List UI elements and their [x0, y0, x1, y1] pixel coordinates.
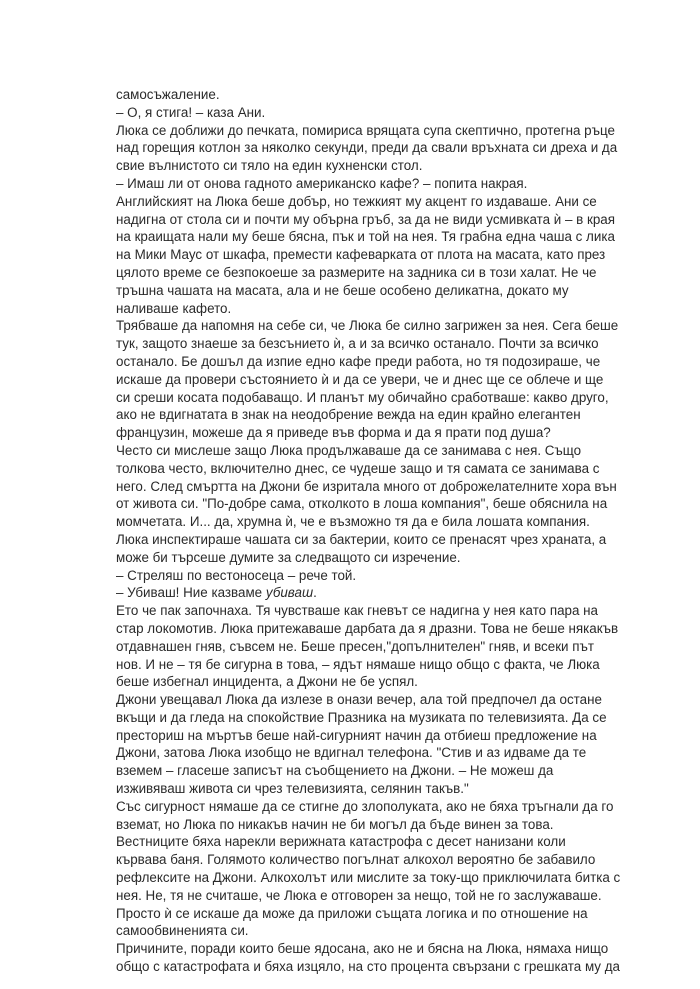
text-line: вземем – гласеше записът на съобщението на Джони. – Не можеш да	[116, 763, 554, 779]
text-line: може би търсеше думите за следващото си изречение.	[116, 549, 461, 565]
text-line: толкова често, включително днес, се чудеше защо и тя самата се занимава с	[116, 460, 600, 476]
text-line: – Стреляш по вестоносеца – рече той.	[116, 567, 357, 583]
text-line: Люка инспектираше чашата си за бактерии, които се пренасят чрез храната, а	[116, 531, 607, 547]
text-line: французин, можеше да я приведе във форма и да я прати под душа?	[116, 425, 551, 441]
text-line: вземат, но Люка по никакъв начин не би могъл да бъде винен за това.	[116, 816, 554, 832]
text-line: останало. Бе дошъл да изпие едно кафе преди работа, но тя подозираше, че	[116, 353, 601, 369]
text-line: него. След смъртта на Джони бе изритала много от доброжелателните хора вън	[116, 478, 617, 494]
text-line-with-italic	[116, 584, 596, 602]
italic-word: убиваш	[265, 585, 314, 601]
text-line: над горещия котлон за няколко секунди, преди да свали връхната си дреха и да	[116, 140, 618, 156]
text-line: тръшна чашата на масата, ала и не беше особено деликатна, докато му	[116, 282, 569, 298]
text-fragment: .	[313, 585, 317, 601]
text-line: Трябваше да напомня на себе си, че Люка бе силно загрижен за нея. Сега беше	[116, 318, 619, 334]
text-line: на краищата нали му беше бясна, пък и той на нея. Тя грабна една чаша с лика	[116, 229, 615, 245]
text-line: Вестниците бяха нарекли верижната катастрофа с десет нанизани коли	[116, 834, 566, 850]
text-line: надигна от стола си и почти му обърна гръб, за да не види усмивката ѝ – в края	[116, 211, 616, 227]
text-fragment: – Убиваш! Ние казваме	[116, 585, 266, 601]
text-line: Просто ѝ се искаше да може да приложи същата логика и по отношение на	[116, 905, 588, 921]
text-line: тук, защото знаеше за безсънието ѝ, а и за всичко останало. Почти за всичко	[116, 336, 599, 352]
text-line: нея. Не, тя не считаше, че Люка е отговорен за нещо, той не го заслужаваше.	[116, 887, 602, 903]
text-line: Със сигурност нямаше да се стигне до злополуката, ако не бяха тръгнали да го	[116, 798, 614, 814]
text-line: ако не вдигнатата в знак на неодобрение вежда на един крайно елегантен	[116, 407, 581, 423]
text-line: кървава баня. Голямото количество погълнат алкохол вероятно бе забавило	[116, 852, 596, 868]
text-line: искаше да провери състоянието ѝ и да се увери, че и днес ще се облече и ще	[116, 371, 604, 387]
text-line: момчетата. И... да, хрумна ѝ, че е възможно тя да е била лошата компания.	[116, 514, 590, 530]
text-line: свие вълнистото си тяло на един кухненски стол.	[116, 158, 423, 174]
text-line: изживяваш живота си чрез телевизията, селянин такъв."	[116, 781, 469, 797]
text-line: Джони, затова Люка изобщо не вдигнал телефона. "Стив и аз идваме да те	[116, 745, 587, 761]
text-line: на Мики Маус от шкафа, премести кафеварката от плота на масата, като през	[116, 247, 606, 263]
text-line: Ето че пак започнаха. Тя чувстваше как гневът се надигна у нея като пара на	[116, 603, 599, 619]
text-line: от живота си. "По-добре сама, отколкото в лоша компания", беше обяснила на	[116, 496, 608, 512]
text-line: беше избегнал инцидента, а Джони не бе успял.	[116, 674, 418, 690]
text-line: Често си мислеше защо Люка продължаваше да се занимава с нея. Също	[116, 442, 582, 458]
text-line: стар локомотив. Люка притежаваше дарбата да я дразни. Това не беше някакъв	[116, 620, 619, 636]
text-line: Люка се доближи до печката, помириса врящата супа скептично, протегна ръце	[116, 122, 615, 138]
text-line: си среши косата подобаващо. И планът му обичайно сработваше: какво друго,	[116, 389, 609, 405]
document-body	[116, 86, 621, 976]
text-line: отдавнашен гняв, съвсем не. Беше пресен,"допълнителен" гняв, и всеки път	[116, 638, 595, 654]
text-line: Джони увещавал Люка да излезе в онази вечер, ала той предпочел да остане	[116, 692, 602, 708]
text-line: Причините, поради които беше ядосана, ако не и бясна на Люка, нямаха нищо	[116, 941, 609, 957]
text-line: наливаше кафето.	[116, 300, 232, 316]
text-line: общо с катастрофата и бяха изцяло, на сто процента свързани с грешката му да	[116, 959, 620, 975]
text-line: нов. И не – тя бе сигурна в това, – ядът нямаше нищо общо с факта, че Люка	[116, 656, 600, 672]
text-line: – Имаш ли от онова гадното американско кафе? – попита накрая.	[116, 175, 528, 191]
text-line: престориш на мъртъв беше най-сигурният начин да отбиеш предложение на	[116, 727, 597, 743]
text-line: самосъжаление.	[116, 87, 220, 102]
text-line: вкъщи и да гледа на спокойствие Празника на музиката по телевизията. Да се	[116, 709, 607, 725]
text-line: – О, я стига! – каза Ани.	[116, 104, 266, 120]
text-line: самообвиненията си.	[116, 923, 249, 939]
text-line: цялото време се безпокоеше за размерите на задника си в този халат. Не че	[116, 264, 597, 280]
text-line: Английският на Люка беше добър, но тежкият му акцент го издаваше. Ани се	[116, 193, 597, 209]
text-line: рефлексите на Джони. Алкохолът или мислите за току-що приключилата битка с	[116, 870, 621, 886]
